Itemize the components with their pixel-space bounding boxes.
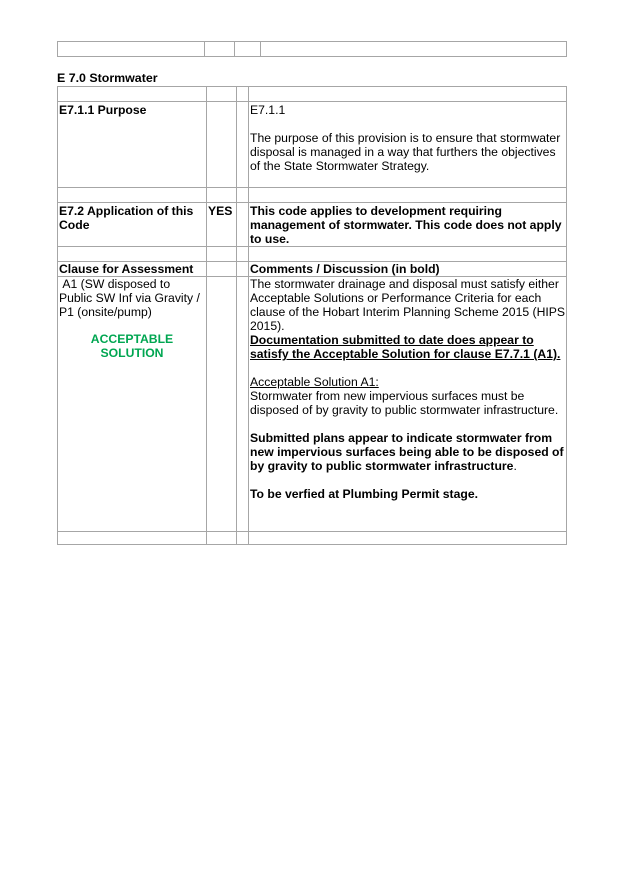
a1-documentation: Documentation submitted to date does appear to satisfy the Acceptable Solution for clause E7.7.1 (A1). [250,333,561,361]
application-yes: YES [207,203,237,247]
acceptable-solution-status: ACCEPTABLE SOLUTION [90,332,174,360]
a1-note: To be verfied at Plumbing Permit stage. [250,487,478,501]
comments-header: Comments / Discussion (in bold) [249,262,567,277]
a1-assessment [250,431,565,473]
a1-clause: A1 (SW disposed to Public SW Inf via Gravity / P1 (onsite/pump) [59,277,204,319]
a1-row [58,277,567,532]
purpose-text: The purpose of this provision is to ensure that stormwater disposal is managed in a way that furthers the objectives of the State Stormwater Strategy. [250,131,561,173]
a1-solution-title: Acceptable Solution A1: [250,375,379,389]
a1-assessment-end: . [513,459,517,473]
purpose-comments [249,102,567,188]
empty-row [58,42,567,57]
a1-intro: The stormwater drainage and disposal must satisfy either Acceptable Solutions or Performance Criteria for each clause of the Hobart Interim Planning Scheme 2015 (HIPS 2015). [250,277,566,333]
spacer-row [58,87,567,102]
application-text: This code applies to development requiring management of stormwater. This code does not apply to use. [249,203,567,247]
a1-assessment-text: Submitted plans appear to indicate stormwater from new impervious surfaces being able to be disposed of by gravity to public stormwater infrastructure [250,431,564,473]
spacer-row [58,188,567,203]
a1-comments [249,277,567,532]
header-row [58,262,567,277]
application-row [58,203,567,247]
purpose-row [58,102,567,188]
application-clause: E7.2 Application of this Code [58,203,207,247]
purpose-clause: E7.1.1 Purpose [58,102,207,188]
a1-clause-cell [58,277,207,532]
purpose-ref: E7.1.1 [250,103,286,117]
section-heading: E 7.0 Stormwater [57,71,158,85]
clause-header: Clause for Assessment [58,262,207,277]
spacer-row [58,247,567,262]
stormwater-assessment-table [57,86,567,545]
previous-table-fragment [57,41,567,57]
a1-solution-text: Stormwater from new impervious surfaces must be disposed of by gravity to public stormwater infrastructure. [250,389,559,417]
empty-row [58,532,567,545]
